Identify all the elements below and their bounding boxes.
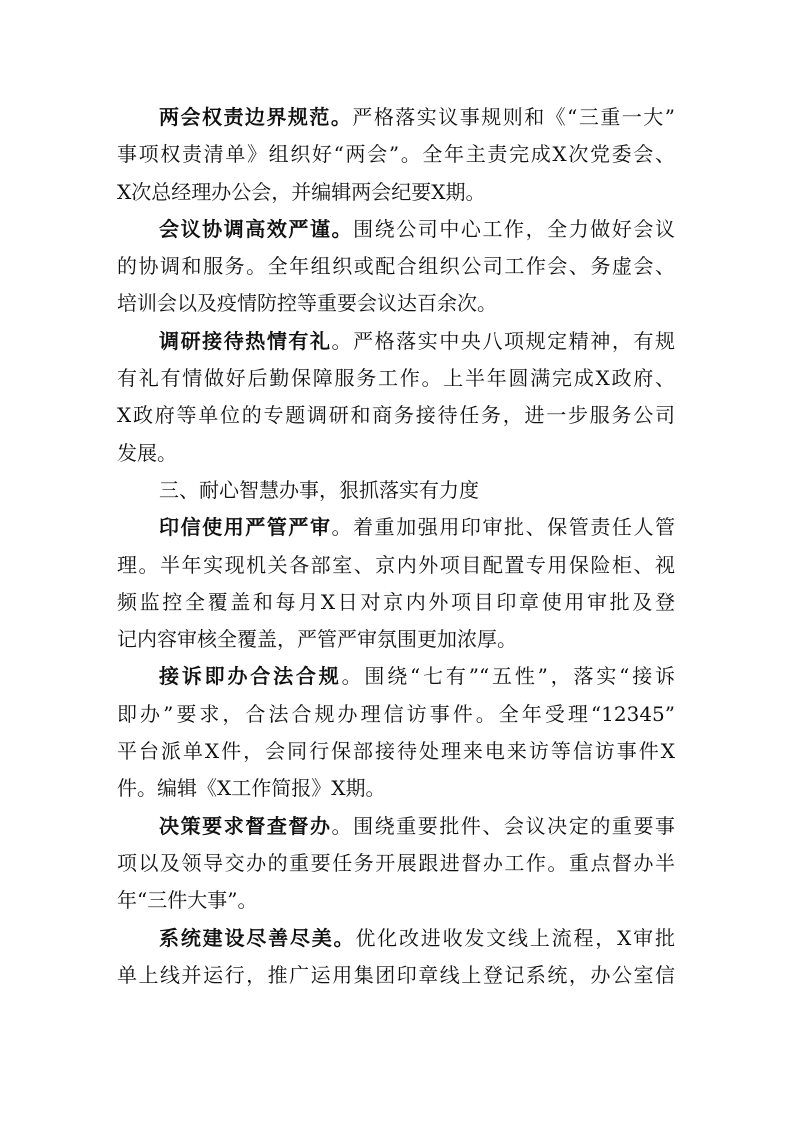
text-line	[117, 136, 675, 173]
line-text: 优化改进收发文线上流程，X审批	[355, 925, 675, 950]
text-line	[117, 957, 675, 994]
line-text: 记内容审核全覆盖，严管严审氛围更加浓厚。	[117, 627, 517, 652]
line-text: 单上线并运行，推广运用集团印章线上登记系统，办公室信	[117, 962, 675, 987]
text-line	[117, 808, 675, 845]
text-line	[117, 174, 675, 211]
line-text: 发展。	[117, 440, 177, 465]
text-line	[117, 285, 675, 322]
paragraph	[117, 211, 675, 323]
text-line	[117, 658, 675, 695]
text-line	[117, 882, 675, 919]
text-line	[117, 920, 675, 957]
text-line	[117, 248, 675, 285]
paragraph-lead: 接诉即办合法合规	[159, 664, 342, 689]
line-text: 频监控全覆盖和每月X日对京内外项目印章使用审批及登	[117, 589, 675, 614]
line-text: 。严格落实中央八项规定精神，有规	[331, 328, 676, 353]
text-line	[117, 845, 675, 882]
text-line	[117, 509, 675, 546]
line-text: 。着重加强用印审批、保管责任人管	[331, 515, 676, 540]
paragraph	[117, 323, 675, 472]
paragraph-lead: 印信使用严管严审	[159, 515, 332, 540]
line-text: 的协调和服务。全年组织或配合组织公司工作会、务虚会、	[117, 254, 675, 279]
text-line	[117, 733, 675, 770]
line-text: 围绕公司中心工作，全力做好会议	[353, 216, 676, 241]
line-text: 项以及领导交办的重要任务开展跟进督办工作。重点督办半	[117, 850, 675, 875]
line-text: 培训会以及疫情防控等重要会议达百余次。	[117, 291, 497, 316]
paragraph-lead: 会议协调高效严谨。	[159, 216, 354, 241]
line-text: 平台派单X件，会同行保部接待处理来电来访等信访事件X	[117, 739, 675, 764]
text-line	[117, 584, 675, 621]
text-line	[117, 621, 675, 658]
line-text: 件。编辑《X工作简报》X期。	[117, 776, 386, 801]
text-line	[117, 360, 675, 397]
line-text: 严格落实议事规则和《“三重一大”	[352, 105, 676, 129]
text-line	[117, 397, 675, 434]
text-line	[117, 547, 675, 584]
section-heading	[117, 472, 675, 509]
paragraph-lead: 调研接待热情有礼	[159, 328, 332, 353]
paragraph-lead: 决策要求督查督办	[159, 813, 332, 838]
line-text: 。围绕重要批件、会议决定的重要事	[331, 813, 676, 838]
text-line	[117, 696, 675, 733]
line-text: X政府等单位的专题调研和商务接待任务，进一步服务公司	[117, 403, 675, 428]
line-text: 年“三件大事”。	[117, 888, 258, 913]
paragraph	[117, 808, 675, 920]
line-text: 事项权责清单》组织好“两会”。全年主责完成X次党委会、	[117, 142, 675, 167]
document-page	[117, 99, 675, 994]
line-text: 有礼有情做好后勤保障服务工作。上半年圆满完成X政府、	[117, 366, 675, 391]
paragraph-lead: 两会权责边界规范。	[159, 105, 353, 129]
line-text: 理。半年实现机关各部室、京内外项目配置专用保险柜、视	[117, 552, 675, 577]
paragraph	[117, 658, 675, 807]
line-text: X次总经理办公会，并编辑两会纪要X期。	[117, 179, 486, 204]
text-line	[117, 323, 675, 360]
paragraph	[117, 99, 675, 211]
text-line	[117, 211, 675, 248]
paragraph	[117, 920, 675, 995]
text-line	[117, 770, 675, 807]
text-line	[117, 99, 675, 136]
paragraph-lead: 系统建设尽善尽美。	[159, 925, 356, 950]
paragraph	[117, 509, 675, 658]
section-heading-text: 三、耐心智慧办事，狠抓落实有力度	[159, 477, 479, 502]
line-text: 。围绕“七有”“五性”，落实“接诉	[341, 664, 676, 689]
text-line	[117, 435, 675, 472]
line-text: 即办”要求，合法合规办理信访事件。全年受理“12345”	[117, 701, 675, 726]
